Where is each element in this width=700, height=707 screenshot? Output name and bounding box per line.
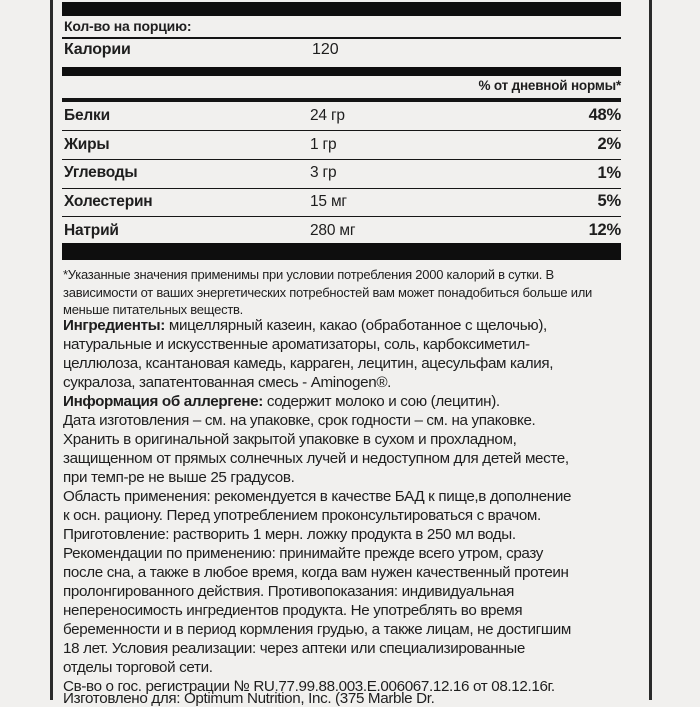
footnote-line: *Указанные значения применимы при условии потребления 2000 калорий в сутки. В [63, 267, 554, 282]
body-line: беременности и в период кормления грудью, а также лицам, не достигшим [63, 621, 571, 638]
nutrient-dv: 5% [597, 192, 621, 211]
body-line: к осн. рациону. Перед употреблением проконсультироваться с врачом. [63, 507, 541, 524]
ingredients-line: натуральные и искусственные ароматизаторы, соль, карбоксиметил- [63, 336, 530, 353]
nutrient-dv: 1% [597, 163, 621, 182]
table-row-cholesterol [62, 188, 621, 218]
body-line: Рекомендации по применению: принимайте прежде всего утром, сразу [63, 545, 544, 562]
daily-value-footnote [63, 266, 621, 319]
ingredients-text: мицеллярный казеин, какао (обработанное с щелочью), [165, 317, 547, 334]
nutrient-name: Белки [64, 106, 110, 124]
nutrient-dv: 12% [588, 221, 621, 240]
footnote-line: зависимости от ваших энергетических потребностей вам может понадобиться больше или [63, 284, 593, 300]
ingredients-line: целлюлоза, ксантановая камедь, карраген, лецитин, ацесульфам калия, [63, 355, 554, 372]
calories-label: Калории [64, 41, 131, 58]
nutrient-amount: 3 гр [310, 164, 337, 182]
table-row-carbs [62, 159, 621, 189]
allergen-line [63, 392, 621, 411]
nutrient-name: Жиры [64, 135, 110, 153]
nutrient-amount: 1 гр [310, 135, 337, 153]
table-row-protein [62, 102, 621, 132]
bar-under-calories [62, 67, 621, 76]
table-row-sodium [62, 216, 621, 245]
body-line: 18 лет. Условия реализации: через аптеки или специализированные [63, 640, 525, 657]
body-line: Приготовление: растворить 1 мерн. ложку продукта в 250 мл воды. [63, 526, 516, 543]
footnote-line: меньше питательных веществ. [63, 302, 244, 317]
body-line: защищенном от прямых солнечных лучей и недоступном для детей месте, [63, 450, 569, 467]
label-content [62, 0, 621, 707]
body-line: Область применения: рекомендуется в качестве БАД к пище,в дополнение [63, 488, 572, 505]
header-bar [62, 2, 621, 16]
nutrient-name: Углеводы [64, 164, 138, 182]
allergen-label: Информация об аллергене: [63, 393, 263, 410]
body-line: после сна, а также в любое время, когда вам нужен качественный протеин [63, 564, 569, 581]
label-body-text [63, 316, 621, 696]
nutrient-dv: 48% [588, 106, 621, 125]
calories-value: 120 [312, 41, 339, 58]
nutrient-amount: 15 мг [310, 192, 347, 210]
nutrient-name: Холестерин [64, 192, 153, 210]
ingredients-line [63, 316, 621, 335]
body-line: непереносимость ингредиентов продукта. Не употреблять во время [63, 602, 523, 619]
body-line: Дата изготовления – см. на упаковке, срок годности – см. на упаковке. [63, 412, 536, 429]
table-row-fat [62, 130, 621, 160]
ingredients-line: сукралоза, запатентованная смесь - Aminogen®. [63, 374, 392, 391]
body-line: при темп-ре не выше 25 градусов. [63, 469, 295, 486]
serving-header: Кол-во на порцию: [64, 18, 192, 34]
body-line: Хранить в оригинальной закрытой упаковке в сухом и прохладном, [63, 431, 517, 448]
rule-under-serving [62, 37, 621, 39]
nutrient-dv: 2% [597, 135, 621, 154]
body-line: отделы торговой сети. [63, 659, 213, 676]
nutrient-amount: 24 гр [310, 106, 345, 124]
clipped-bottom-line: Изготовлено для: Optimum Nutrition, Inc. (375 Marble Dr. [63, 690, 435, 707]
label-left-border [50, 0, 53, 700]
daily-value-header: % от дневной нормы* [478, 78, 621, 93]
body-line: пролонгированного действия. Противопоказания: индивидуальная [63, 583, 515, 600]
body-line: Св-во о гос. регистрации № RU.77.99.88.003.Е.006067.12.16 от 08.12.16г. [63, 678, 555, 695]
nutrient-name: Натрий [64, 221, 119, 239]
allergen-text: содержит молоко и сою (лецитин). [262, 393, 500, 410]
ingredients-label: Ингредиенты: [63, 317, 166, 334]
nutrient-amount: 280 мг [310, 221, 356, 239]
label-right-border [649, 0, 652, 700]
calories-row [64, 41, 621, 59]
footnote-separator-bar [62, 243, 621, 260]
